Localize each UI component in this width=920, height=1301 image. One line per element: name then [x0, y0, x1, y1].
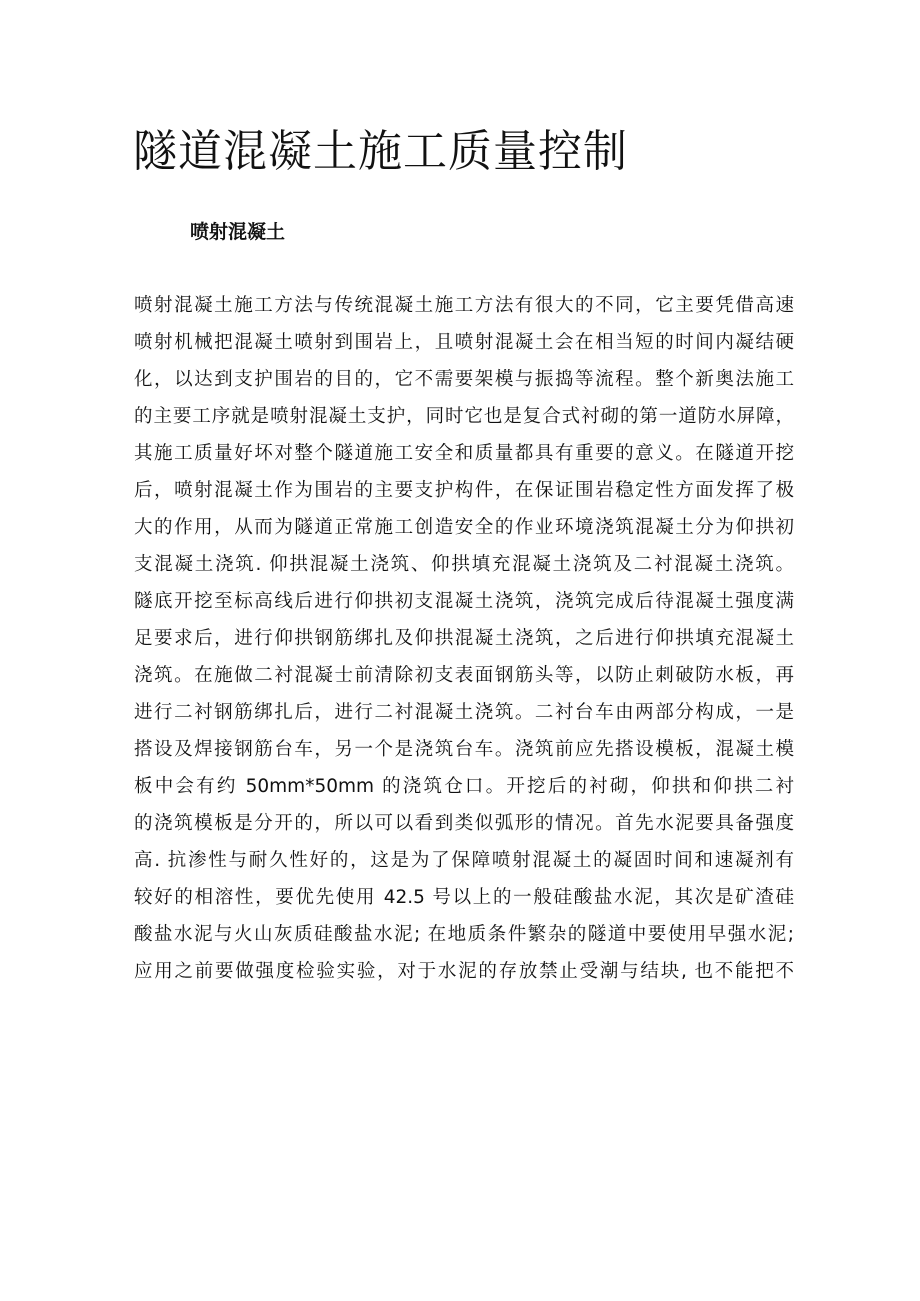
body-line: 搭设及焊接钢筋台车，另一个是浇筑台车。浇筑前应先搭设模板，混凝土模	[134, 739, 794, 760]
body-line: 板中会有约 50mm*50mm 的浇筑仓口。开挖后的衬砌，仰拱和仰拱二衬	[134, 776, 794, 797]
body-line: 其施工质量好坏对整个隧道施工安全和质量都具有重要的意义。在隧道开挖	[134, 443, 794, 464]
body-line: 隧底开挖至标高线后进行仰拱初支混凝土浇筑，浇筑完成后待混凝土强度满	[134, 591, 794, 612]
body-line: 应用之前要做强度检验实验，对于水泥的存放禁止受潮与结块, 也不能把不	[134, 961, 794, 982]
body-line: 酸盐水泥与火山灰质硅酸盐水泥; 在地质条件繁杂的隧道中要使用早强水泥;	[134, 924, 794, 945]
body-line: 大的作用，从而为隧道正常施工创造安全的作业环境浇筑混凝土分为仰拱初	[134, 517, 794, 538]
body-line: 支混凝土浇筑. 仰拱混凝土浇筑、仰拱填充混凝土浇筑及二衬混凝土浇筑。	[134, 554, 794, 575]
document-title: 隧道混凝土施工质量控制	[133, 126, 628, 177]
body-line: 的浇筑模板是分开的，所以可以看到类似弧形的情况。首先水泥要具备强度	[134, 813, 794, 834]
body-line: 较好的相溶性，要优先使用 42.5 号以上的一般硅酸盐水泥，其次是矿渣硅	[134, 887, 794, 908]
body-line: 浇筑。在施做二衬混凝士前清除初支表面钢筋头等，以防止刺破防水板，再	[134, 665, 794, 686]
body-line: 足要求后，进行仰拱钢筋绑扎及仰拱混凝土浇筑，之后进行仰拱填充混凝土	[134, 628, 794, 649]
body-line: 高. 抗渗性与耐久性好的，这是为了保障喷射混凝土的凝固时间和速凝剂有	[134, 850, 794, 871]
body-line: 的主要工序就是喷射混凝土支护，同时它也是复合式衬砌的第一道防水屏障，	[134, 406, 794, 427]
body-line: 后，喷射混凝土作为围岩的主要支护构件，在保证围岩稳定性方面发挥了极	[134, 480, 794, 501]
body-line: 进行二衬钢筋绑扎后，进行二衬混凝土浇筑。二衬台车由两部分构成，一是	[134, 702, 794, 723]
section-heading: 喷射混凝土	[190, 221, 286, 243]
body-line: 喷射机械把混凝土喷射到围岩上，且喷射混凝土会在相当短的时间内凝结硬	[134, 332, 794, 353]
body-line: 化，以达到支护围岩的目的，它不需要架模与振捣等流程。整个新奥法施工	[134, 369, 794, 390]
body-line: 喷射混凝土施工方法与传统混凝土施工方法有很大的不同，它主要凭借高速	[134, 295, 794, 316]
body-text	[134, 287, 794, 990]
